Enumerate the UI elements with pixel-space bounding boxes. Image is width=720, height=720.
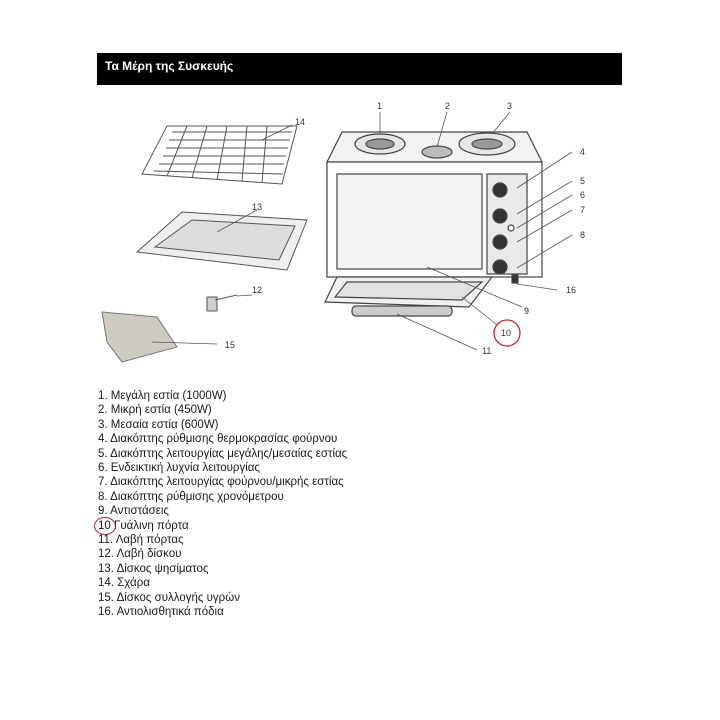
callout-10: 10: [501, 328, 512, 338]
part-item: [98, 447, 347, 461]
part-number: 12.: [98, 548, 114, 561]
appliance-parts-diagram: [97, 92, 622, 367]
callout-14: 14: [295, 117, 306, 127]
part-number: 14.: [98, 577, 114, 590]
part-item: [98, 605, 347, 619]
wire-rack-drawing: [142, 126, 297, 184]
callout-5: 5: [580, 176, 586, 186]
callout-7: 7: [580, 205, 586, 215]
part-item: [98, 490, 347, 504]
part-label: Δίσκος συλλογής υγρών: [116, 591, 240, 604]
parts-list: [98, 389, 347, 620]
part-item: [98, 562, 347, 576]
part-item: [98, 547, 347, 561]
part-number: 2.: [98, 404, 108, 417]
part-number: 4.: [98, 433, 108, 446]
part-label: Δίσκος ψησίματος: [116, 562, 209, 575]
part-item-highlighted: [98, 519, 347, 533]
part-label: Διακόπτης ρύθμισης θερμοκρασίας φούρνου: [110, 433, 338, 446]
part-number: 3.: [98, 418, 108, 431]
callout-11: 11: [482, 346, 492, 356]
oven-drawing: [325, 132, 542, 316]
callout-8: 8: [580, 230, 586, 240]
part-label: Μικρή εστία (450W): [110, 404, 212, 417]
part-number: 8.: [98, 490, 108, 503]
part-item: [98, 576, 347, 590]
part-label: Ενδεικτική λυχνία λειτουργίας: [110, 462, 260, 475]
part-label: Διακόπτης ρύθμισης χρονόμετρου: [110, 490, 284, 503]
part-label: Μεσαία εστία (600W): [110, 418, 219, 431]
part-label: Λαβή πόρτας: [115, 534, 184, 547]
section-header: [97, 53, 622, 85]
part-item: [98, 591, 347, 605]
part-item: [98, 403, 347, 417]
tray-handle-drawing: [207, 295, 237, 311]
part-label: Διακόπτης λειτουργίας μεγάλης/μεσαίας εστίας: [110, 447, 348, 460]
part-label: Σχάρα: [117, 577, 150, 590]
baking-tray-drawing: [137, 212, 307, 270]
part-item: [98, 504, 347, 518]
section-title: Τα Μέρη της Συσκευής: [105, 59, 234, 73]
callout-6: 6: [580, 190, 586, 200]
part-number: 10: [98, 519, 111, 532]
part-number: 11.: [98, 534, 114, 547]
part-label: Αντιστάσεις: [110, 505, 169, 518]
highlight-circle: [94, 517, 116, 535]
part-item: [98, 461, 347, 475]
part-number: 5.: [98, 447, 108, 460]
part-item: [98, 432, 347, 446]
callout-2: 2: [445, 101, 451, 111]
part-number: 15.: [98, 591, 114, 604]
part-label: Γυάλινη πόρτα: [114, 519, 189, 532]
part-number: 1.: [98, 390, 108, 402]
callout-16: 16: [566, 285, 577, 295]
part-label: Μεγάλη εστία (1000W): [110, 390, 227, 402]
crumb-tray-drawing: [102, 312, 177, 362]
part-label: Διακόπτης λειτουργίας φούρνου/μικρής εστίας: [110, 476, 344, 489]
part-item: [98, 389, 347, 403]
callout-13: 13: [252, 202, 263, 212]
part-item: [98, 533, 347, 547]
part-item: [98, 418, 347, 432]
part-number: 13.: [98, 562, 114, 575]
callout-3: 3: [507, 101, 513, 111]
part-number: 9.: [98, 505, 108, 518]
callout-15: 15: [225, 340, 236, 350]
callout-12: 12: [252, 285, 263, 295]
callout-1: 1: [377, 101, 383, 111]
part-label: Αντιολισθητικά πόδια: [116, 606, 224, 619]
part-number: 7.: [98, 476, 108, 489]
part-number: 16.: [98, 606, 114, 619]
callout-4: 4: [580, 147, 586, 157]
part-item: [98, 475, 347, 489]
part-number: 6.: [98, 462, 108, 475]
part-label: Λαβή δίσκου: [116, 548, 182, 561]
callout-9: 9: [524, 306, 530, 316]
